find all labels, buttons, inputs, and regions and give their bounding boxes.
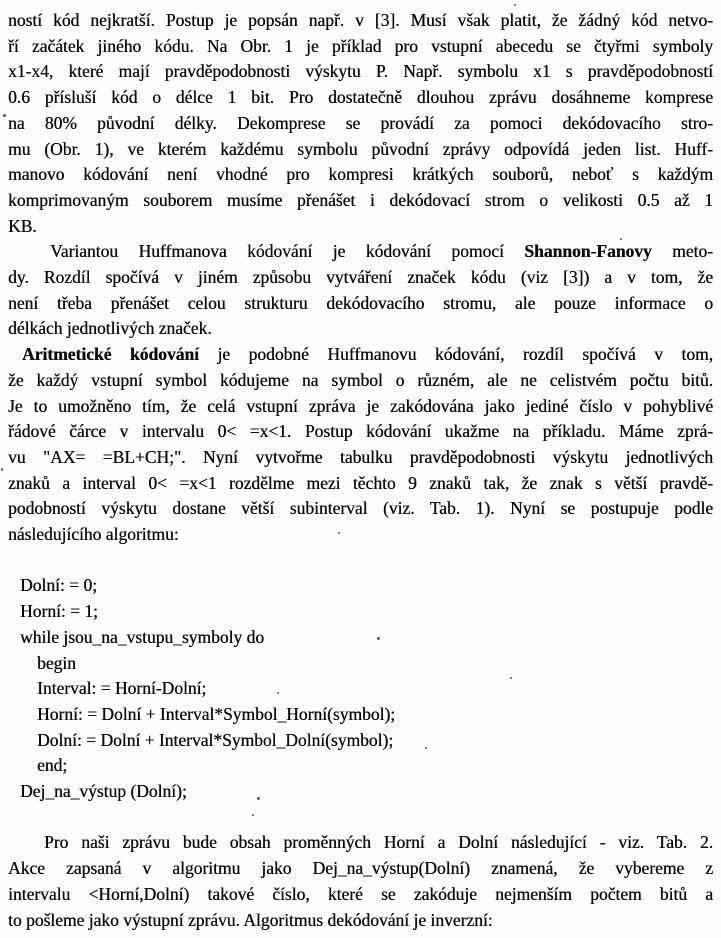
text-line: Akce zapsaná v algoritmu jako Dej_na_výstup(Dolní) znamená, že vybereme z [8,858,713,879]
scan-speck [277,692,279,694]
text-line: komprimovaným souborem musíme přenášet i dekódovací strom o velikosti 0.5 až 1 [8,189,713,210]
code-line: Dej_na_výstup (Dolní); [20,781,187,802]
code-line: Horní: = 1; [20,601,98,622]
text-line: délkách jednotlivých značek. [8,318,212,339]
text-line: KB. [8,215,37,236]
scan-speck [1,468,3,471]
scan-speck [338,532,340,534]
text-line: Je to umožněno tím, že celá vstupní zpráva je zakódována jako jediné číslo v pohyblivé [8,395,713,416]
blank-line [8,805,713,831]
text-line: vu "AX= =BL+CH;". Nyní vytvořme tabulku pravděpodobnosti výskytu jednotlivých [8,446,713,467]
code-line: Dolní: = 0; [20,575,97,596]
text-line: mu (Obr. 1), ve kterém každému symbolu původní zprávy odpovídá jeden list. Huff- [8,138,713,159]
blank-line [8,548,713,574]
scan-speck [377,637,380,640]
text-line: následujícího algoritmu: [8,524,179,545]
text-run: meto- [651,241,713,262]
text-run: Variantou Huffmanova kódování je kódování pomocí [50,241,525,262]
scan-speck [3,114,6,117]
text-line: intervalu <Horní,Dolní) takové číslo, které se zakóduje nejmenším počtem bitů a [8,883,713,904]
code-line: Interval: = Horní-Dolní; [37,678,207,699]
bold-term-arithmetic-coding: Aritmetické kódování [22,344,199,365]
text-line: znaků a interval 0< =x<1 rozdělme mezi těchto 9 znaků tak, že znak s větší pravdě- [8,472,713,493]
algorithm-pseudocode [20,573,713,804]
text-run: je podobné Huffmanovu kódování, rozdíl spočívá v tom, [198,344,713,365]
text-line [8,342,713,368]
code-line: Horní: = Dolní + Interval*Symbol_Horní(symbol); [37,703,396,724]
code-line: end; [37,755,68,776]
text-line: na 80% původní délky. Dekomprese se provádí za pomoci dekódovacího stro- [8,112,713,133]
scan-speck [425,747,427,749]
text-line: řádové čárce v intervalu 0< =x<1. Postup kódování ukažme na příkladu. Máme zprá- [8,421,713,442]
text-line: není třeba přenášet celou strukturu dekódovacího stromu, ale pouze informace o [8,292,713,313]
text-line: Pro naši zprávu bude obsah proměnných Horní a Dolní následující - viz. Tab. 2. [44,832,713,853]
scan-speck [510,677,512,679]
text-line: ří začátek jiného kódu. Na Obr. 1 je příklad pro vstupní abecedu se čtyřmi symboly [8,35,713,56]
paragraph-huffman [8,8,713,239]
bold-term-shannon-fano: Shannon-Fanovy [524,241,652,262]
scan-speck [620,238,622,240]
scan-speck [257,797,260,800]
scan-speck [514,4,516,6]
text-line: ností kód nejkratší. Postup je popsán např. v [3]. Musí však platit, že žádný kód netvo- [8,10,713,30]
text-line [8,239,713,265]
text-line: že každý vstupní symbol kódujeme na symbol o různém, ale ne celistvém počtu bitů. [8,369,713,390]
text-line: manovo kódování není vhodné pro kompresi krátkých souborů, neboť s každým [8,164,713,185]
text-line: to pošleme jako výstupní zprávu. Algoritmus dekódování je inverzní: [8,909,493,930]
paragraph-output-explanation [8,830,713,933]
paragraph-arithmetic-coding [8,342,713,548]
code-line: begin [37,652,76,673]
text-line: 0.6 přísluší kód o délce 1 bit. Pro dostatečně dlouhou zprávu dosáhneme komprese [8,87,713,108]
paragraph-shannon-fano [8,239,713,342]
code-line: Dolní: = Dolní + Interval*Symbol_Dolní(symbol); [37,729,394,750]
text-line: podobností výskytu dostane větší subinterval (viz. Tab. 1). Nyní se postupuje podle [8,498,713,519]
scan-speck [252,814,254,816]
text-line: dy. Rozdíl spočívá v jiném způsobu vytváření značek kódu (viz [3]) a v tom, že [8,267,713,288]
code-line: while jsou_na_vstupu_symboly do [20,626,265,647]
text-line: x1-x4, které mají pravděpodobnosti výskytu P. Např. symbolu x1 s pravděpodobností [8,61,713,82]
